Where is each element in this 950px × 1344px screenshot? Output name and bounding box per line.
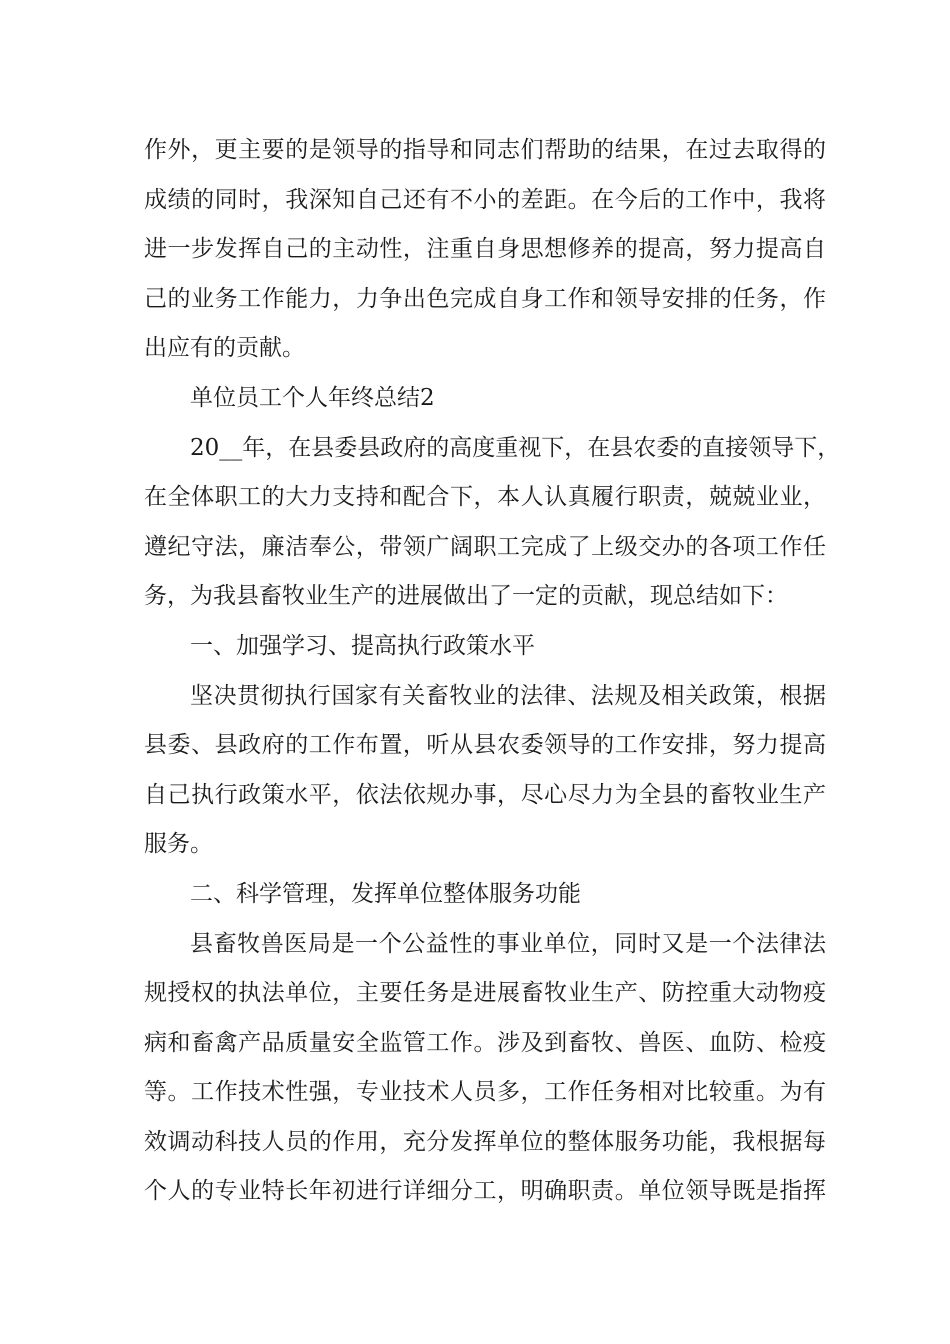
section-title: 单位员工个人年终总结2 <box>190 384 435 411</box>
paragraph-line: 己的业务工作能力，力争出色完成自身工作和领导安排的任务，作 <box>144 285 826 312</box>
paragraph-line: 遵纪守法，廉洁奉公，带领广阔职工完成了上级交办的各项工作任 <box>144 533 826 560</box>
paragraph-line: 务，为我县畜牧业生产的进展做出了一定的贡献，现总结如下： <box>144 583 788 610</box>
paragraph-line: 作外，更主要的是领导的指导和同志们帮助的结果，在过去取得的 <box>144 137 826 163</box>
paragraph-line: 出应有的贡献。 <box>144 335 305 362</box>
paragraph-line: 进一步发挥自己的主动性，注重自身思想修养的提高，努力提高自 <box>144 236 826 263</box>
document-body <box>144 126 841 1217</box>
paragraph-line: 服务。 <box>144 831 213 858</box>
paragraph-line: 县委、县政府的工作布置，听从县农委领导的工作安排，努力提高 <box>144 732 826 759</box>
paragraph-line: 成绩的同时，我深知自己还有不小的差距。在今后的工作中，我将 <box>144 186 826 213</box>
paragraph-line: 在全体职工的大力支持和配合下，本人认真履行职责，兢兢业业， <box>144 484 826 511</box>
paragraph-line: 效调动科技人员的作用，充分发挥单位的整体服务功能，我根据每 <box>144 1128 826 1155</box>
paragraph-line: 规授权的执法单位，主要任务是进展畜牧业生产、防控重大动物疫 <box>144 980 826 1007</box>
paragraph-line: 坚决贯彻执行国家有关畜牧业的法律、法规及相关政策，根据 <box>190 682 826 709</box>
paragraph-line: 自己执行政策水平，依法依规办事，尽心尽力为全县的畜牧业生产 <box>144 781 826 808</box>
paragraph-line: 个人的专业特长年初进行详细分工，明确职责。单位领导既是指挥 <box>144 1178 826 1205</box>
paragraph-line: 20__年，在县委县政府的高度重视下，在县农委的直接领导下， <box>190 434 841 461</box>
section-heading: 二、科学管理，发挥单位整体服务功能 <box>190 880 581 907</box>
paragraph-line: 病和畜禽产品质量安全监管工作。涉及到畜牧、兽医、血防、检疫 <box>144 1029 826 1056</box>
paragraph-line: 等。工作技术性强，专业技术人员多，工作任务相对比较重。为有 <box>144 1079 826 1106</box>
section-heading: 一、加强学习、提高执行政策水平 <box>190 632 535 659</box>
paragraph-line: 县畜牧兽医局是一个公益性的事业单位，同时又是一个法律法 <box>190 930 826 957</box>
